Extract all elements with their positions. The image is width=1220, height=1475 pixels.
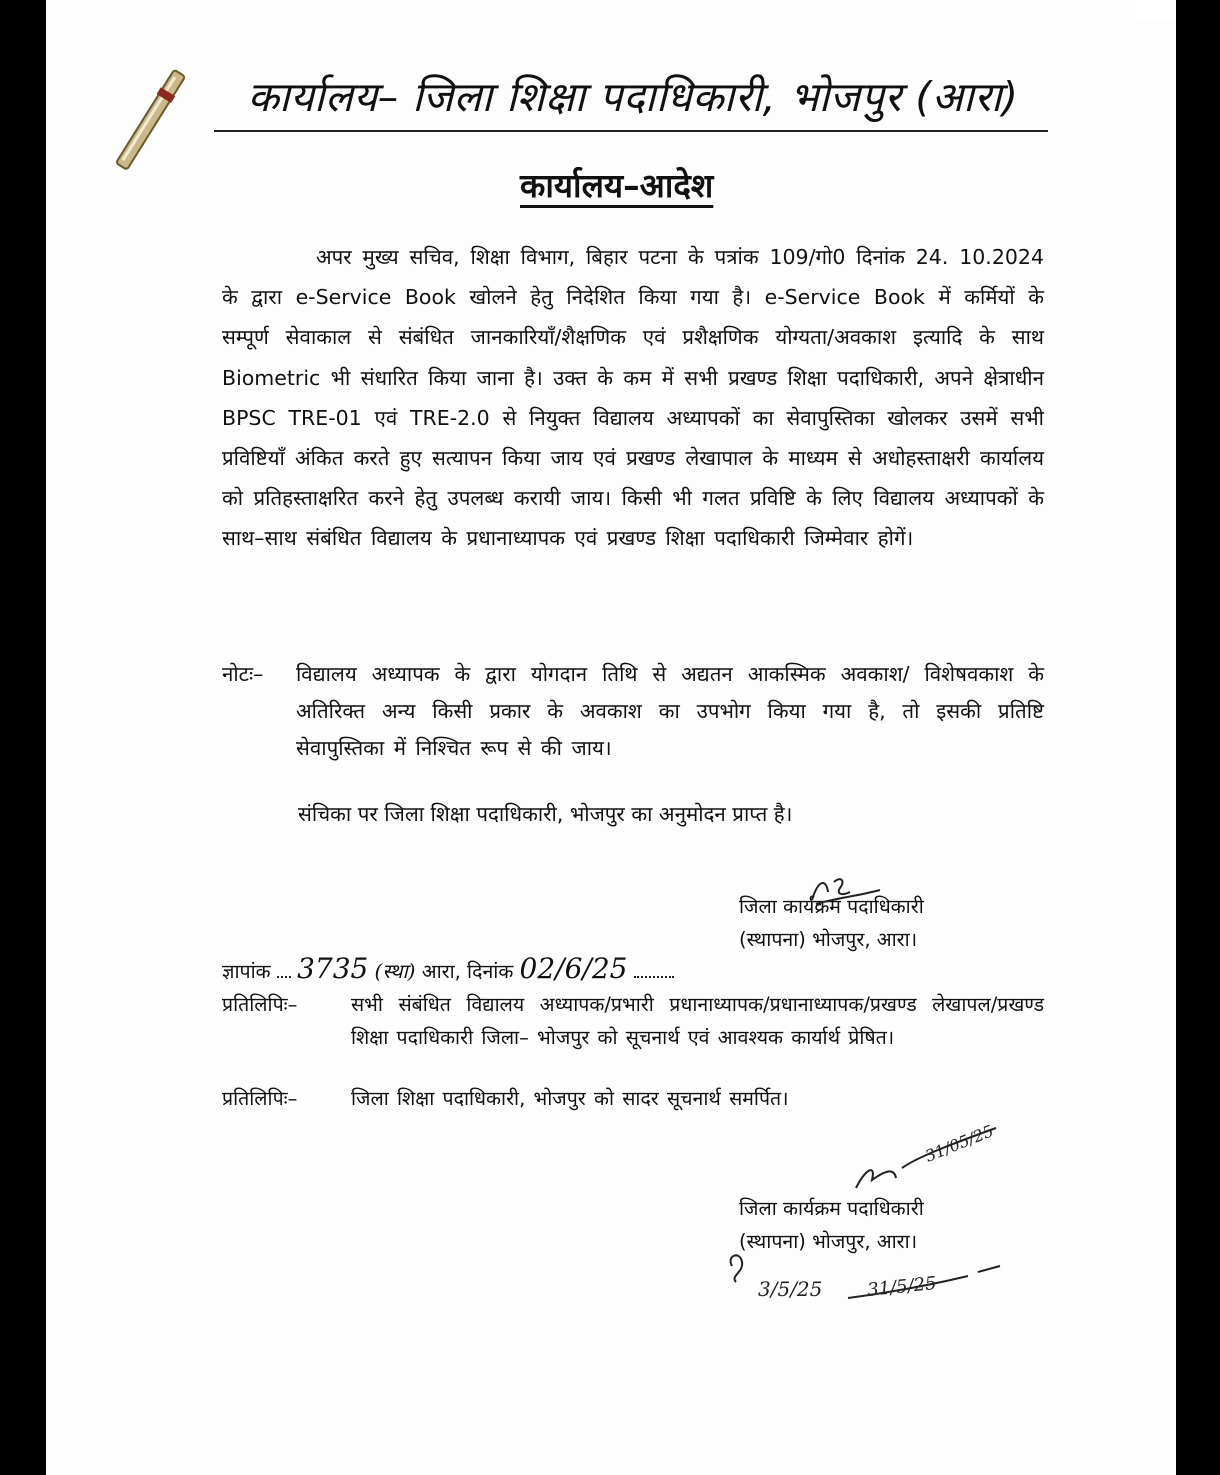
order-paragraph: अपर मुख्य सचिव, शिक्षा विभाग, बिहार पटना के पत्रांक 109/गो0 दिनांक 24. 10.2024 के द्वारा e-Service Book खोलने हेतु निदेशित किया गया है। e-Service Book में कर्मियों के सम्पूर्ण सेवाकाल से संबंधित जानकारियाँ/शैक्षणिक एवं प्रशैक्षणिक योग्यता/अवकाश इत्यादि के साथ Biometric भी संधारित किया जाना है। उक्त के कम में सभी प्रखण्ड शिक्षा पदाधिकारी, अपने क्षेत्राधीन BPSC TRE-01 एवं TRE-2.0 से नियुक्त विद्यालय अध्यापकों का सेवापुस्तिका खोलकर उसमें सभी प्रविष्टियाँ अंकित करते हुए सत्यापन किया जाय एवं प्रखण्ड लेखापाल के माध्यम से अधोहस्ताक्षरी कार्यालय को प्रतिहस्ताक्षरित करने हेतु उपलब्ध करायी जाय। किसी भी गलत प्रविष्टि के लिए विद्यालय अध्यापकों के साथ–साथ संबंधित विद्यालय के प्रधानाध्यापक एवं प्रखण्ड शिक्षा पदाधिकारी जिम्मेवार होगें। bbox=[222, 245, 1044, 551]
svg-text:31/05/25: 31/05/25 bbox=[922, 1121, 997, 1166]
copy-label-1: प्रतिलिपिः– bbox=[222, 993, 298, 1016]
gyapank-label: ज्ञापांक bbox=[222, 960, 271, 983]
copy-label-2: प्रतिलिपिः– bbox=[222, 1087, 298, 1110]
header-divider bbox=[214, 130, 1048, 132]
order-title: कार्यालय–आदेश bbox=[520, 166, 714, 205]
gyapank-suffix: (स्था) bbox=[374, 959, 416, 983]
signature-designation: जिला कार्यक्रम पदाधिकारी bbox=[739, 1197, 924, 1220]
gyapank-number: 3735 bbox=[297, 952, 369, 985]
memo-number-line bbox=[222, 952, 674, 985]
dinank-value: 02/6/25 bbox=[519, 952, 628, 985]
page-corner bbox=[1136, 0, 1176, 20]
note-text: विद्यालय अध्यापक के द्वारा योगदान तिथि से अद्यतन आकस्मिक अवकाश/ विशेषवकाश के अतिरिक्त अन्य किसी प्रकार के अवकाश का उपभोग किया गया है, तो इसकी प्रतिष्टि सेवापुस्तिका में निश्चित रूप से की जाय। bbox=[296, 662, 1044, 760]
note-label: नोटः– bbox=[222, 662, 264, 686]
dinank-label: दिनांक bbox=[467, 960, 514, 983]
approval-line: संचिका पर जिला शिक्षा पदाधिकारी, भोजपुर का अनुमोदन प्राप्त है। bbox=[298, 802, 793, 826]
staple-pin-icon bbox=[96, 65, 206, 175]
signature-designation: जिला कार्यक्रम पदाधिकारी bbox=[739, 895, 924, 918]
copy-text-1: सभी संबंधित विद्यालय अध्यापक/प्रभारी प्रधानाध्यापक/प्रधानाध्यापक/प्रखण्ड लेखापल/प्रखण्ड शिक्षा पदाधिकारी जिला– भोजपुर को सूचनार्थ एवं आवश्यक कार्यार्थ प्रेषित। bbox=[351, 993, 1044, 1049]
signature-office: (स्थापना) भोजपुर, आरा। bbox=[739, 1230, 918, 1253]
office-header: कार्यालय– जिला शिक्षा पदाधिकारी, भोजपुर (आरा) bbox=[247, 73, 1019, 121]
svg-text:31/5/25: 31/5/25 bbox=[866, 1272, 938, 1301]
document-page bbox=[46, 0, 1176, 1475]
svg-text:3/5/25: 3/5/25 bbox=[758, 1277, 823, 1301]
memo-place: आरा, bbox=[421, 960, 461, 983]
copy-text-2: जिला शिक्षा पदाधिकारी, भोजपुर को सादर सूचनार्थ समर्पित। bbox=[351, 1087, 789, 1110]
handwritten-initials-1 bbox=[806, 872, 886, 912]
handwritten-dates bbox=[718, 1236, 1008, 1316]
signature-office: (स्थापना) भोजपुर, आरा। bbox=[739, 928, 918, 951]
